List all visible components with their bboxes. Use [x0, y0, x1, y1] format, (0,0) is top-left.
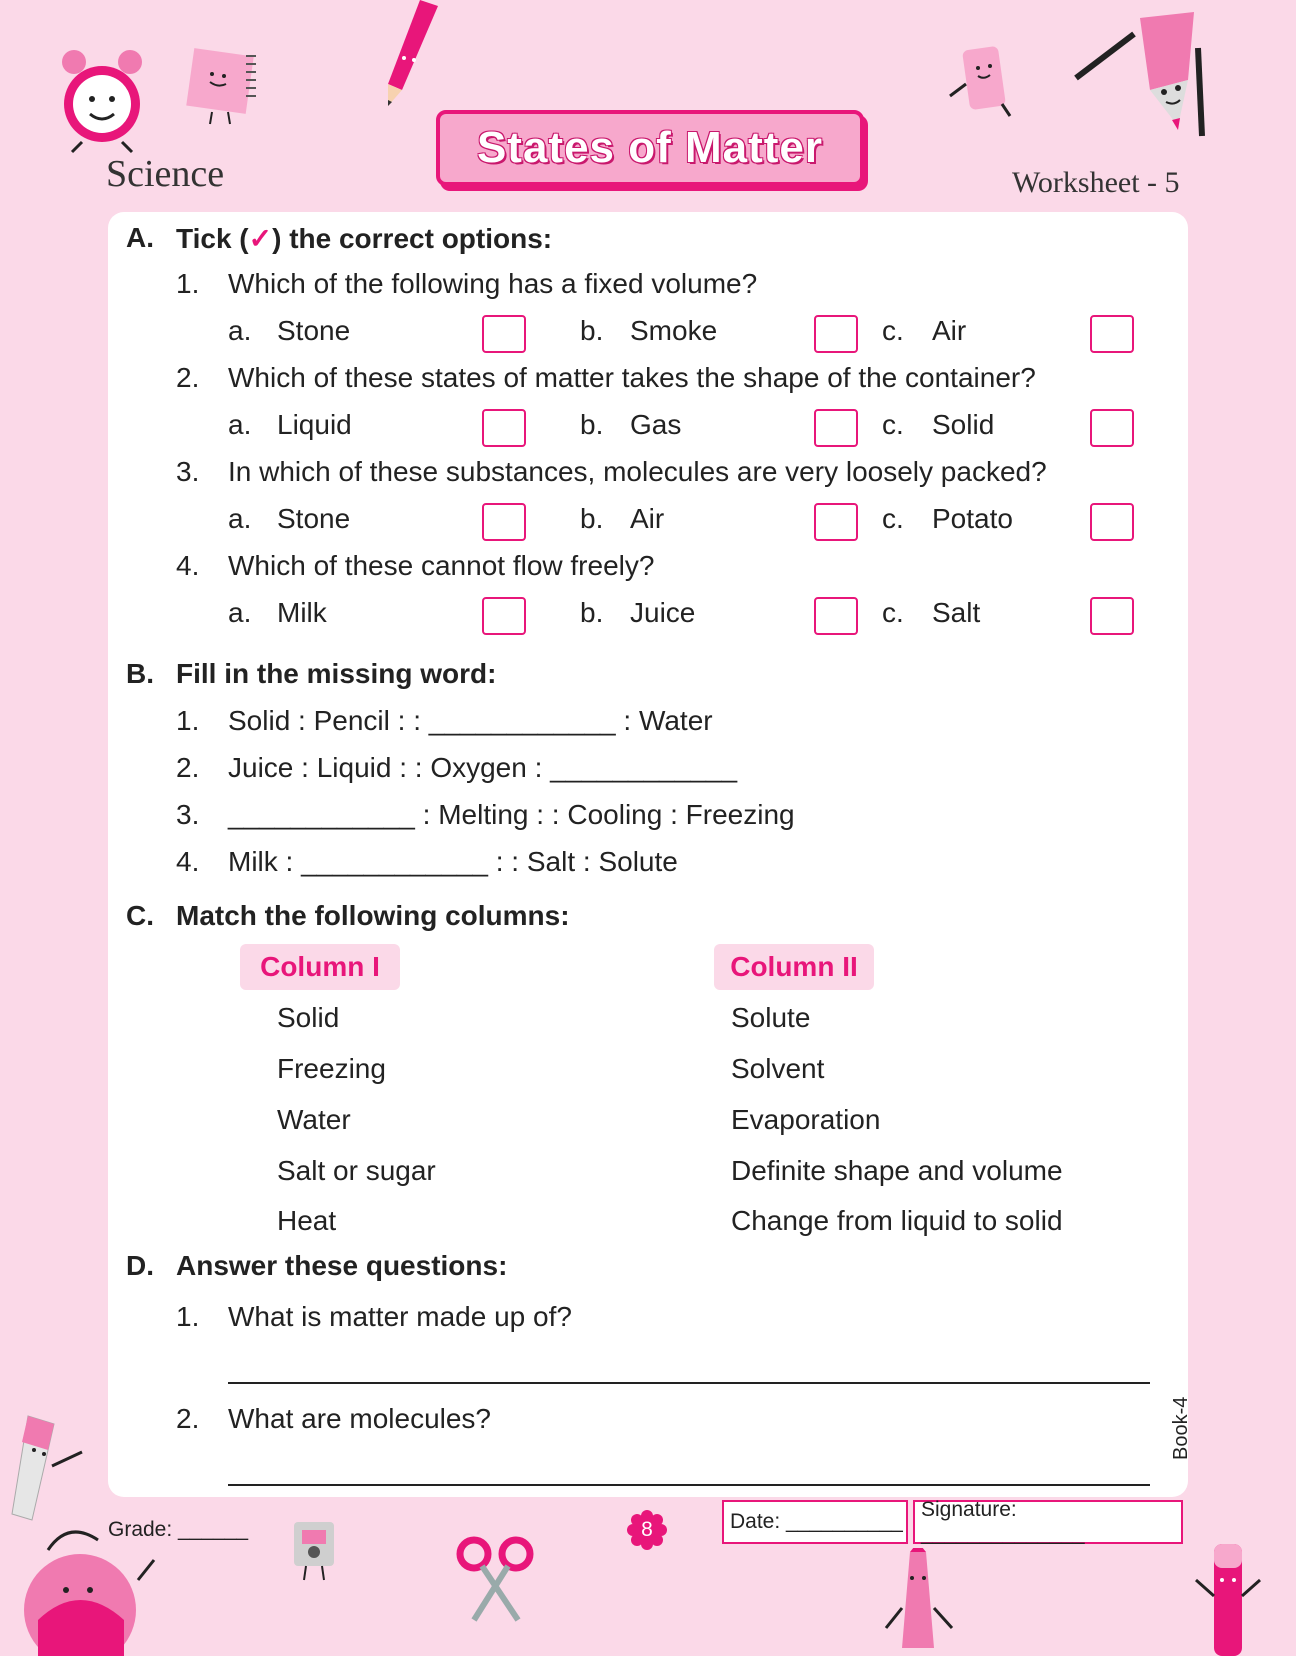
column-1-item[interactable]: Solid: [277, 1002, 340, 1033]
alarm-clock-icon: [52, 44, 152, 154]
check-mark-icon: ✓: [248, 223, 273, 254]
option-letter: c.: [882, 409, 904, 440]
question-number: 2.: [176, 362, 200, 393]
question-number: 4.: [176, 550, 200, 581]
option-text: Juice: [630, 597, 696, 628]
option-text: Salt: [932, 597, 981, 628]
tick-box[interactable]: [814, 409, 858, 447]
option-text: Air: [932, 315, 967, 346]
date-field[interactable]: Date: __________: [722, 1500, 908, 1544]
option-letter: a.: [228, 409, 252, 440]
tick-box[interactable]: [1090, 503, 1134, 541]
option-letter: a.: [228, 597, 252, 628]
pen-character-icon: [1190, 1540, 1270, 1656]
fill-item[interactable]: Milk : ____________ : : Salt : Solute: [228, 846, 678, 877]
option-letter: b.: [580, 503, 604, 534]
page-number: 8: [641, 1518, 653, 1541]
tick-box[interactable]: [482, 597, 526, 635]
item-number: 3.: [176, 799, 200, 830]
option-text: Solid: [932, 409, 995, 440]
option-text: Stone: [277, 315, 351, 346]
option-letter: b.: [580, 315, 604, 346]
column-2-header: Column II: [714, 944, 874, 990]
column-2-item[interactable]: Solute: [731, 1002, 811, 1033]
ruler-character-icon: [8, 1410, 94, 1530]
option-text: Gas: [630, 409, 682, 440]
question-text: What are molecules?: [228, 1403, 492, 1434]
question-text: Which of the following has a fixed volume?: [228, 268, 758, 299]
tick-box[interactable]: [1090, 315, 1134, 353]
section-c-letter: C.: [126, 900, 154, 931]
tick-box[interactable]: [814, 597, 858, 635]
question-number: 3.: [176, 456, 200, 487]
option-letter: a.: [228, 315, 252, 346]
item-number: 4.: [176, 846, 200, 877]
option-text: Air: [630, 503, 665, 534]
pencil-character-icon: [1070, 8, 1220, 138]
question-number: 1.: [176, 1301, 200, 1332]
page-title: States of Matter: [476, 123, 824, 172]
subject-label: Science: [106, 153, 225, 195]
section-a-letter: A.: [126, 222, 154, 253]
answer-line[interactable]: [228, 1382, 1150, 1384]
option-letter: c.: [882, 315, 904, 346]
option-letter: b.: [580, 597, 604, 628]
question-text: In which of these substances, molecules are very loosely packed?: [228, 456, 1047, 487]
scissors-icon: [454, 1534, 540, 1624]
section-d-heading: Answer these questions:: [176, 1250, 508, 1281]
section-b-heading: Fill in the missing word:: [176, 658, 497, 689]
signature-field[interactable]: Signature: ______________: [913, 1500, 1183, 1544]
section-b-letter: B.: [126, 658, 154, 689]
option-text: Milk: [277, 597, 327, 628]
tick-box[interactable]: [1090, 597, 1134, 635]
option-text: Stone: [277, 503, 351, 534]
title-banner: [436, 110, 864, 186]
option-letter: a.: [228, 503, 252, 534]
column-1-header: Column I: [240, 944, 400, 990]
question-number: 1.: [176, 268, 200, 299]
section-d-letter: D.: [126, 1250, 154, 1281]
question-text: What is matter made up of?: [228, 1301, 572, 1332]
column-2-item[interactable]: Change from liquid to solid: [731, 1205, 1063, 1236]
column-1-item[interactable]: Water: [277, 1104, 351, 1135]
item-number: 2.: [176, 752, 200, 783]
tick-box[interactable]: [814, 315, 858, 353]
option-text: Liquid: [277, 409, 352, 440]
question-text: Which of these cannot flow freely?: [228, 550, 655, 581]
tick-box[interactable]: [814, 503, 858, 541]
question-number: 2.: [176, 1403, 200, 1434]
worksheet-number: Worksheet - 5: [1012, 166, 1180, 199]
answer-line[interactable]: [228, 1484, 1150, 1486]
option-letter: b.: [580, 409, 604, 440]
option-text: Potato: [932, 503, 1013, 534]
notepad-character-icon: [176, 46, 266, 126]
book-label: Book-4: [1170, 1396, 1192, 1460]
option-letter: c.: [882, 597, 904, 628]
sharpener-icon: [282, 1516, 352, 1586]
crayon-character-icon: [880, 1548, 960, 1656]
item-number: 1.: [176, 705, 200, 736]
option-letter: c.: [882, 503, 904, 534]
fill-item[interactable]: Solid : Pencil : : ____________ : Water: [228, 705, 713, 736]
column-2-item[interactable]: Definite shape and volume: [731, 1155, 1063, 1186]
option-text: Smoke: [630, 315, 718, 346]
section-c-heading: Match the following columns:: [176, 900, 570, 931]
tick-box[interactable]: [482, 409, 526, 447]
tick-box[interactable]: [482, 503, 526, 541]
column-1-item[interactable]: Salt or sugar: [277, 1155, 436, 1186]
pencil-icon: [380, 0, 450, 110]
column-1-item[interactable]: Freezing: [277, 1053, 386, 1084]
fill-item[interactable]: ____________ : Melting : : Cooling : Freezing: [228, 799, 795, 830]
eraser-character-icon: [944, 44, 1024, 124]
column-2-item[interactable]: Evaporation: [731, 1104, 881, 1135]
question-text: Which of these states of matter takes the shape of the container?: [228, 362, 1036, 393]
section-a-heading: [176, 222, 552, 255]
fill-item[interactable]: Juice : Liquid : : Oxygen : ____________: [228, 752, 738, 783]
tick-box[interactable]: [1090, 409, 1134, 447]
tick-box[interactable]: [482, 315, 526, 353]
grade-field[interactable]: Grade: ______: [108, 1518, 249, 1541]
heading-pre: Tick (: [176, 223, 249, 254]
column-1-item[interactable]: Heat: [277, 1205, 337, 1236]
column-2-item[interactable]: Solvent: [731, 1053, 825, 1084]
heading-post: ) the correct options:: [272, 223, 553, 254]
